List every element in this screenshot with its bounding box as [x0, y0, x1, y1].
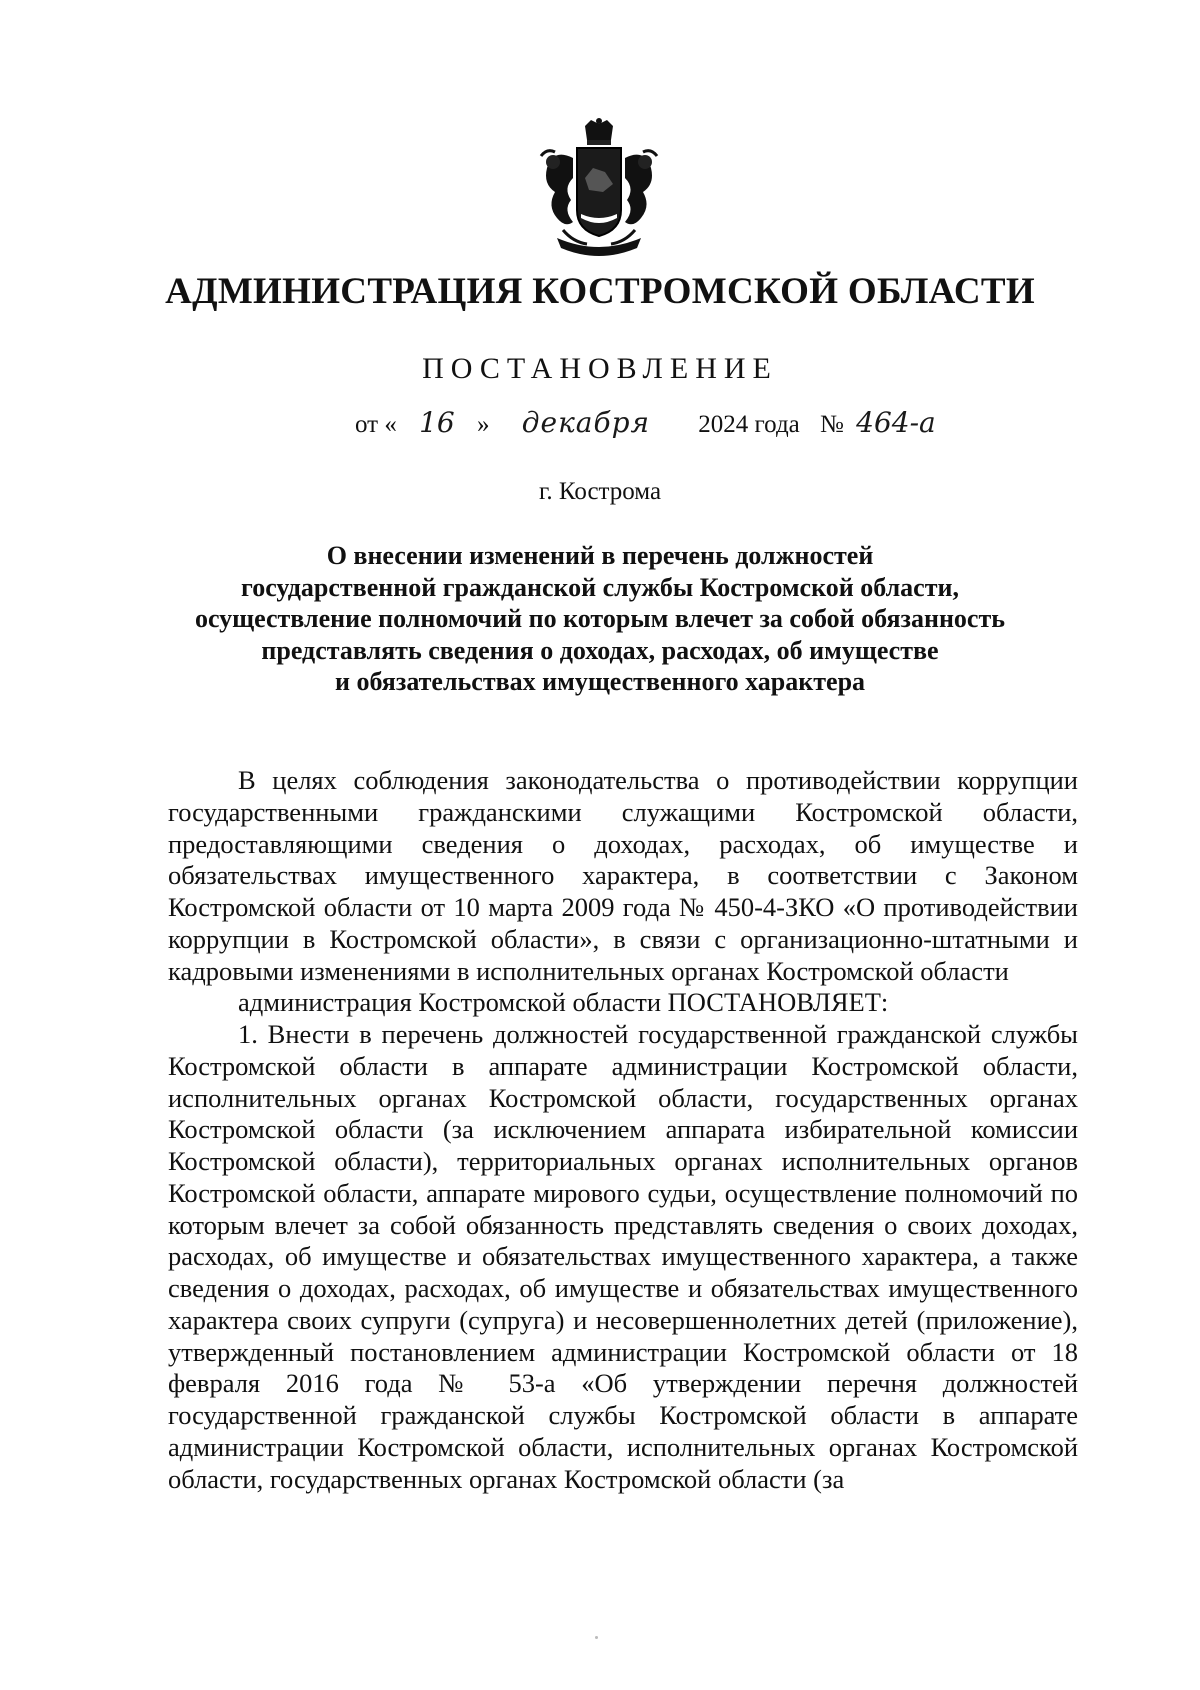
page-dot [595, 1636, 598, 1639]
clause-1-paragraph: 1. Внести в перечень должностей государственной гражданской службы Костромской области в аппарате администрации Костромской области, исполнительных органах Костромской области, государственных органах Костромской области (за исключением аппарата избирательной комиссии Костромской области), территориальных органах исполнительных органов Костромской области, аппарате мирового судьи, осуществление полномочий по которым влечет за собой обязанность представлять сведения о своих доходах, расходах, об имуществе и обязательствах имущественного характера, а также сведения о доходах, расходах, об имуществе и обязательствах имущественного характера своих супруги (супруга) и несовершеннолетних детей (приложение), утвержденный постановлением администрации Костромской области от 18 февраля 2016 года № 53-а «Об утверждении перечня должностей государственной гражданской службы Костромской области в аппарате администрации Костромской области, исполнительных органах Костромской области, государственных органах Костромской области (за [168, 1019, 1078, 1494]
date-line [355, 406, 936, 439]
coat-of-arms-emblem [533, 118, 665, 266]
resolution-paragraph: администрация Костромской области ПОСТАНОВЛЯЕТ: [238, 987, 889, 1018]
title-line: О внесении изменений в перечень должностей [326, 541, 874, 570]
document-title [150, 540, 1050, 698]
city-name: г. Кострома [538, 478, 662, 505]
title-line: осуществление полномочий по которым влечет за собой обязанность [194, 604, 1005, 634]
preamble-paragraph: В целях соблюдения законодательства о противодействии коррупции государственными гражданскими служащими Костромской области, предоставляющими сведения о доходах, расходах, об имуществе и обязательствах имущественного характера, в соответствии с Законом Костромской области от 10 марта 2009 года № 450-4-ЗКО «О противодействии коррупции в Костромской области», в связи с организационно-штатными и кадровыми изменениями в исполнительных органах Костромской области [168, 765, 1078, 986]
organization-name: АДМИНИСТРАЦИЯ КОСТРОМСКОЙ ОБЛАСТИ [165, 271, 1035, 312]
title-line: и обязательствах имущественного характера [334, 667, 866, 697]
handwritten-document-number: 464-а [856, 406, 936, 439]
title-line: государственной гражданской службы Костромской области, [241, 572, 959, 602]
date-prefix: от « [355, 411, 397, 438]
date-year: 2024 года [698, 411, 800, 438]
number-sign: № [820, 411, 844, 438]
document-type: ПОСТАНОВЛЕНИЕ [422, 352, 778, 385]
date-day-suffix: » [477, 411, 490, 438]
document-body [168, 765, 1078, 1495]
handwritten-day: 16 [419, 406, 455, 439]
handwritten-month: декабря [521, 406, 651, 439]
title-line: представлять сведения о доходах, расходах, об имуществе [261, 635, 939, 665]
